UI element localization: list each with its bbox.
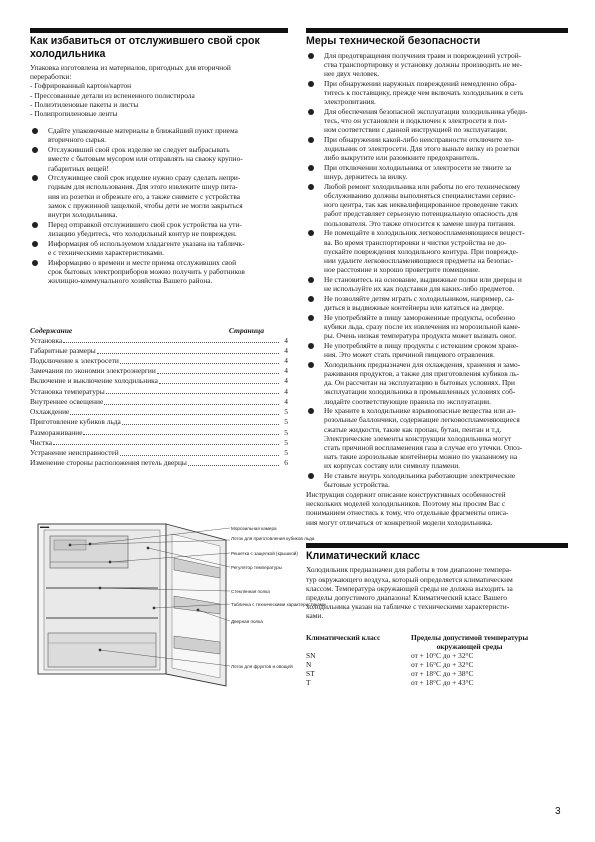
toc-leader-dots	[120, 356, 279, 364]
label-crisper: Лоток для фруктов и овощей	[231, 664, 293, 670]
bullet-item	[306, 79, 568, 107]
bullet-line: срок бытовых электроприборов можно получить у работников	[48, 266, 245, 276]
toc-entry	[30, 356, 288, 366]
bullet-item	[30, 220, 288, 238]
bullet-line: Для обеспечения безопасной эксплуатации холодильника убеди-	[324, 106, 528, 116]
climate-table-header	[306, 633, 568, 651]
toc-entry-page: 4	[284, 366, 288, 376]
heading-rule-left	[30, 28, 288, 33]
bullet-line: Не ставьте внутрь холодильника работающие электрические	[324, 471, 516, 481]
bullet-line: обслуживанию должны выполняться специалистами сервис-	[324, 191, 516, 201]
bullet-line: ное расстояние и хорошо проветрите помещение.	[324, 265, 480, 275]
climate-line: пределы допустимого диапазона! Климатический класс Вашего	[306, 592, 507, 602]
toc-entry-page: 5	[284, 437, 288, 447]
climate-col-range-line: окружающей среды	[436, 641, 503, 651]
bullet-line: людайте соответствующие правила по эксплуатации.	[324, 396, 491, 406]
toc-leader-dots	[106, 387, 279, 395]
climate-row	[306, 660, 568, 669]
bullet-line: нее двух человек.	[324, 68, 380, 78]
bullet-icon	[32, 128, 38, 134]
toc-entry	[30, 397, 288, 407]
bullet-line: да. Он рассчитан на эксплуатацию в бытовых условиях. При	[324, 378, 515, 388]
bullet-line: либо выкрутите или разомкните предохранитель.	[324, 153, 480, 163]
bullet-item	[306, 471, 568, 489]
bullet-line: ния. Это может стать причиной пищевого отравления.	[324, 350, 495, 359]
bullet-line: Отслуживщее свой срок изделие нужно сразу сделать непри-	[48, 173, 241, 183]
material-item: - Прессованные детали из вспененного полистирола	[30, 90, 195, 100]
climate-class: ST	[306, 668, 315, 678]
toc-entry-title: Замечания по экономии электроэнергии	[30, 366, 156, 376]
bullet-item	[306, 360, 568, 406]
toc-entry-title: Устранение неисправностей	[30, 447, 119, 457]
bullet-icon	[308, 296, 314, 302]
bullet-line: При отключении холодильника от электросети не тяните за	[324, 162, 512, 172]
climate-range: от + 10°С до + 32°С	[411, 650, 474, 660]
bullet-icon	[308, 230, 314, 236]
climate-range: от + 18°С до + 38°С	[411, 668, 474, 678]
bullet-line: тесь, что он установлен и подключен к электросети в пол-	[324, 115, 508, 125]
climate-range: от + 18°С до + 43°С	[411, 677, 474, 687]
label-glass-shelf: Стеклянная полка	[231, 589, 270, 595]
bullet-line: Не храните в холодильнике взрывоопасные вещества или аэ-	[324, 406, 516, 416]
toc-leader-dots	[120, 448, 279, 456]
bullet-line: замок с пружинной защелкой, чтобы дети не могли закрыться	[48, 200, 243, 210]
bullet-line: стать причиной воспламенения газа в случае его утечки. Опоз-	[324, 443, 523, 453]
bullet-item	[30, 126, 288, 144]
toc-leader-dots	[63, 336, 279, 344]
bullet-line: Информацию о времени и месте приема отслуживших свой	[48, 257, 237, 267]
toc-leader-dots	[188, 458, 279, 466]
bullet-line: Не употребляйте в пищу продукты с истекшим сроком хране-	[324, 340, 519, 350]
bullet-line: бытовые устройства.	[324, 480, 390, 490]
toc-entry-page: 5	[284, 407, 288, 417]
bullet-item	[306, 107, 568, 135]
bullet-line: При обнаружении наружных повреждений немедленно обра-	[324, 78, 517, 88]
note-line: нескольких моделей холодильников. Поэтому мы просим Вас с	[306, 499, 506, 509]
bullet-item	[30, 173, 288, 219]
toc-entry-page: 5	[284, 427, 288, 437]
climate-table	[306, 633, 568, 687]
climate-col-class: Климатический класс	[306, 632, 381, 642]
note-paragraph	[306, 490, 568, 527]
toc-entry	[30, 407, 288, 417]
bullet-line: эксплуатации холодильника в промышленных условиях соб-	[324, 387, 516, 397]
toc-entry-page: 5	[284, 417, 288, 427]
bullet-line: вторичного сырья.	[48, 135, 107, 145]
bullet-icon	[308, 277, 314, 283]
bullet-item	[306, 341, 568, 359]
bullet-line: ры. Очень низкая температура продукта может вызвать ожог.	[324, 331, 517, 341]
svg-text:▬▬: ▬▬	[40, 524, 50, 530]
bullet-line: ва. Во время транспортировки и чистки устройства не до-	[324, 237, 507, 247]
toc-entry-title: Изменение стороны расположения петель дверцы	[30, 458, 187, 468]
bullet-icon	[308, 184, 314, 190]
bullet-line: Отслуживший свой срок изделие не следует выбрасывать	[48, 145, 230, 155]
bullet-line: пользователя. Это также относится к замене шнура питания.	[324, 218, 516, 228]
toc-entry-page: 6	[284, 458, 288, 468]
bullet-item	[306, 135, 568, 163]
toc-entry-title: Размораживание	[30, 427, 83, 437]
climate-heading: Климатический класс	[306, 549, 420, 562]
bullet-line: годным для использования. Для этого извлеките шнур пита-	[48, 182, 238, 192]
climate-class: N	[306, 659, 312, 669]
bullet-line: Не становитесь на основание, выдвижные полки или дверцы и	[324, 274, 522, 284]
material-item: - Полиэтиленовые пакеты и листы	[30, 99, 139, 109]
bullet-item	[306, 313, 568, 341]
table-of-contents	[30, 326, 288, 469]
toc-entry-page: 4	[284, 345, 288, 355]
toc-entry-title: Приготовление кубиков льда	[30, 417, 121, 427]
climate-row	[306, 669, 568, 678]
toc-entry-title: Внутреннее освещение	[30, 396, 104, 406]
toc-entry-title: Установка	[30, 335, 63, 345]
toc-leader-dots	[159, 376, 279, 384]
right-column	[306, 0, 568, 687]
toc-entry-page: 4	[284, 376, 288, 386]
bullet-line: нать такие аэрозольные контейнеры можно по указанному на	[324, 452, 518, 462]
bullet-line: Электрические элементы конструкции холодильника могут	[324, 433, 512, 443]
toc-entry	[30, 366, 288, 376]
bullet-icon	[308, 362, 314, 368]
toc-rows	[30, 336, 288, 469]
bullet-icon	[308, 109, 314, 115]
bullet-line: Для предотвращения получения травм и повреждений устрой-	[324, 50, 522, 60]
bullet-icon	[308, 315, 314, 321]
bullet-icon	[308, 473, 314, 479]
climate-col-range-line: Пределы допустимой температуры	[411, 632, 529, 642]
bullet-icon	[32, 260, 38, 266]
safety-bullet-list	[306, 51, 568, 490]
toc-entry	[30, 428, 288, 438]
toc-leader-dots	[97, 346, 279, 354]
toc-leader-dots	[157, 366, 279, 374]
materials-list	[30, 81, 288, 118]
toc-entry	[30, 417, 288, 427]
bullet-line: не используйте их как подставки для каких-либо предметов.	[324, 284, 515, 294]
bullet-item	[30, 258, 288, 286]
climate-range: от + 16°С до + 32°С	[411, 659, 474, 669]
bullet-item	[30, 145, 288, 173]
bullet-line: Информация об используемом хладагенте указана на табличк-	[48, 238, 245, 248]
toc-entry	[30, 438, 288, 448]
climate-line: классом. Температура окружающей среды не должна выходить за	[306, 583, 513, 593]
climate-col-range	[411, 633, 528, 651]
label-door-shelf: Дверная полка	[231, 619, 263, 625]
bullet-line: жилищно-коммунального хозяйства Вашего района.	[48, 275, 213, 285]
bullet-line: розольные баллончики, содержащие легковоспламеняющиеся	[324, 415, 520, 425]
bullet-line: электропитания.	[324, 97, 376, 107]
label-freezer: Морозильная камера	[231, 526, 277, 532]
note-line: Инструкция содержит описание конструктивных особенностей	[306, 490, 506, 500]
toc-entry	[30, 376, 288, 386]
bullet-line: При обнаружении какой-либо неисправности отключите хо-	[324, 134, 514, 144]
label-grid: Решетка с защелкой (крышкой)	[231, 551, 298, 557]
bullet-item	[306, 182, 568, 228]
bullet-item	[306, 51, 568, 79]
bullet-icon	[308, 137, 314, 143]
bullet-icon	[308, 53, 314, 59]
toc-entry	[30, 336, 288, 346]
bullet-icon	[308, 165, 314, 171]
bullet-icon	[32, 241, 38, 247]
bullet-icon	[308, 343, 314, 349]
safety-heading: Меры технической безопасности	[306, 35, 481, 47]
climate-line: тур окружающего воздуха, который определяется климатическим	[306, 574, 513, 584]
page-number: 3	[555, 806, 561, 817]
toc-entry	[30, 346, 288, 356]
bullet-line: Холодильник предназначен для охлаждения, хранения и замо-	[324, 359, 521, 369]
bullet-line: Не употребляйте в пищу замороженные продукты, особенно	[324, 312, 515, 322]
disposal-bullet-list	[30, 126, 288, 285]
bullet-line: титесь к поставщику, прежде чем включать холодильник в сеть	[324, 87, 524, 97]
label-ice-tray: Лоток для приготовления кубиков льда	[231, 536, 315, 542]
heading-rule-right	[306, 28, 568, 33]
toc-entry-title: Чистка	[30, 437, 53, 447]
climate-paragraph	[306, 565, 568, 620]
bullet-icon	[32, 147, 38, 153]
bullet-line: вместе с бытовым мусором или отправлять на сваоку крупно-	[48, 154, 243, 164]
note-line: пониманием отнестись к тому, что отдельные фрагменты описа-	[306, 508, 509, 518]
bullet-line: шнур, держитесь за вилку.	[324, 172, 408, 182]
bullet-line: нии удалите легковоспламеняющиеся предметы на безопас-	[324, 255, 514, 265]
bullet-line: Перед отправкой отслужившего свой срок устройства на ути-	[48, 219, 242, 229]
bullet-line: диться в выдвижные контейнеры или кататься на дверце.	[324, 302, 504, 312]
toc-entry-title: Габаритные размеры	[30, 345, 96, 355]
bullet-line: Сдайте упаковочные материалы в ближайший пункт приема	[48, 126, 238, 136]
bullet-item	[306, 163, 568, 181]
climate-row	[306, 678, 568, 687]
intro-line: Упаковка изготовлена из материалов, пригодных для вторичной	[30, 63, 231, 72]
toc-entry-title: Охлаждение	[30, 407, 70, 417]
bullet-line: пускайте повреждения холодильного контура. При поврежде-	[324, 246, 519, 256]
label-thermostat: Регулятор температуры	[231, 565, 282, 571]
intro-paragraph	[30, 63, 288, 81]
toc-entry	[30, 387, 288, 397]
bullet-line: кубики льда, сразу после их извлечения из морозильной каме-	[324, 321, 521, 331]
toc-leader-dots	[53, 438, 279, 446]
toc-entry-title: Установка температуры	[30, 386, 105, 396]
climate-line: ками.	[306, 611, 324, 621]
toc-leader-dots	[104, 397, 279, 405]
bullet-item	[306, 294, 568, 312]
toc-entry-page: 5	[284, 447, 288, 457]
toc-leader-dots	[70, 407, 279, 415]
bullet-line: Не позволяйте детям играть с холодильником, например, са-	[324, 293, 515, 303]
bullet-item	[306, 406, 568, 470]
toc-entry-page: 4	[284, 386, 288, 396]
toc-entry-title: Подключение к электросети	[30, 356, 119, 366]
bullet-line: их корпусах составу или символу пламени.	[324, 461, 461, 471]
toc-leader-dots	[122, 417, 279, 425]
climate-line: Холодильник предназначен для работы в том диапазоне темпера-	[306, 565, 512, 575]
bullet-line: ства транспортировку и установку должны производить не ме-	[324, 59, 523, 69]
bullet-line: габаритных вещей!	[48, 163, 109, 173]
toc-entry-page: 4	[284, 356, 288, 366]
bullet-icon	[308, 408, 314, 414]
toc-col-page: Страница	[228, 325, 264, 335]
climate-class: SN	[306, 650, 316, 660]
bullet-icon	[308, 81, 314, 87]
climate-class: T	[306, 677, 311, 687]
bullet-line: ного центра, так как неквалифицированное проведение таких	[324, 200, 519, 210]
climate-line: холодильника указан на табличке с техническими характеристи-	[306, 602, 510, 612]
bullet-line: внутри холодильника.	[48, 210, 118, 220]
note-line: ния могут отличаться от конкретной модели холодильника.	[306, 517, 493, 527]
toc-header	[30, 326, 288, 336]
bullet-line: ния из розетки и обрежьте его, а также снимите с устройства	[48, 191, 240, 201]
bullet-item	[306, 228, 568, 274]
bullet-line: работ представляет серьезную потенциальную опасность для	[324, 209, 518, 219]
toc-col-title: Содержание	[30, 325, 73, 335]
bullet-icon	[32, 222, 38, 228]
bullet-line: лодильник от электросети. Для этого выньте вилку из розетки	[324, 144, 520, 154]
bullet-line: лизацию убедитесь, что холодильный контур не поврежден.	[48, 228, 237, 238]
bullet-line: раживания продуктов, а также для приготовления кубиков ль-	[324, 368, 520, 378]
bullet-line: е с техническими характеристиками.	[48, 247, 164, 257]
bullet-line: Не помещайте в холодильник легковоспламеняющиеся вещест-	[324, 228, 525, 238]
toc-entry-title: Включение и выключение холодильника	[30, 376, 158, 386]
climate-rule	[306, 543, 568, 548]
label-rating-plate: Табличка с техническими характеристиками	[231, 602, 326, 608]
disposal-heading: Как избавиться от отслужившего свой срок холодильника	[30, 35, 260, 60]
bullet-line: ном соответствии с данной инструкцией по эксплуатации.	[324, 125, 508, 135]
toc-entry-page: 4	[284, 396, 288, 406]
toc-entry	[30, 448, 288, 458]
toc-entry-page: 4	[284, 335, 288, 345]
bullet-line: Любой ремонт холодильника или работы по его техническому	[324, 181, 521, 191]
material-item: - Полипропиленовые ленты	[30, 109, 118, 119]
bullet-item	[30, 239, 288, 257]
bullet-item	[306, 275, 568, 293]
toc-entry	[30, 458, 288, 468]
climate-row	[306, 651, 568, 660]
bullet-icon	[32, 175, 38, 181]
bullet-line: сжатые жидкости, такие как пропан, бутан, пентан и т.д.	[324, 424, 502, 434]
material-item: - Гофрированный картон/картон	[30, 81, 132, 91]
toc-leader-dots	[83, 428, 279, 436]
intro-line: переработки:	[30, 72, 72, 82]
